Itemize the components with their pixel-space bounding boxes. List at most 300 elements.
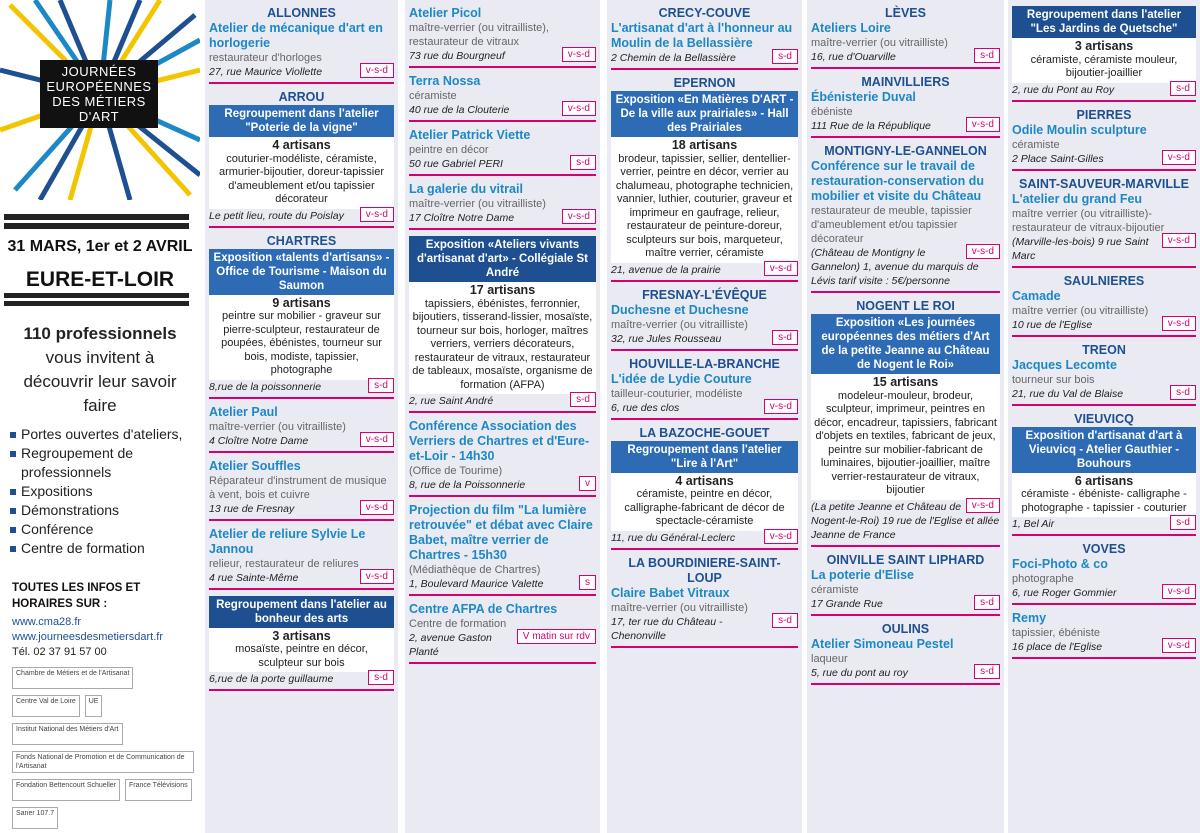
- address-row: [1012, 387, 1196, 401]
- partner-logo: UE: [85, 695, 103, 717]
- address-row: [1012, 517, 1196, 531]
- address: 6, rue Roger Gommier: [1012, 587, 1117, 599]
- trade-description: restaurateur d'horloges: [209, 52, 322, 64]
- address-row: [811, 50, 1000, 64]
- address-row: [209, 571, 394, 585]
- group-body: [209, 628, 394, 673]
- intro-count: 110 professionnels: [23, 324, 177, 343]
- listing-entry: [611, 556, 798, 648]
- listing-entry: [1012, 274, 1196, 337]
- group-header: Regroupement dans l'atelier "Poterie de la vigne": [209, 105, 394, 137]
- artisan-trades: couturier-modéliste, céramiste, armurier-bijoutier, doreur-tapissier d'ameublement et/ou tapissier décorateur: [218, 152, 385, 205]
- address-row: [209, 502, 394, 516]
- artisan-count: 4 artisans: [675, 473, 734, 488]
- trade-description: Centre de formation: [409, 618, 507, 630]
- address: 10 rue de l'Eglise: [1012, 318, 1093, 331]
- feature-item: Regroupement de professionnels: [10, 444, 200, 482]
- address: 50 rue Gabriel PERI: [409, 158, 503, 170]
- address: 4 rue Sainte-Même: [209, 571, 299, 584]
- partner-logo: Saner 107.7: [12, 807, 58, 829]
- listing-entry: [409, 74, 596, 122]
- trade-description: Réparateur d'instrument de musique à vent, bois et cuivre: [209, 474, 387, 501]
- schedule-badge: V matin sur rdv: [517, 629, 596, 644]
- schedule-badge: v-s-d: [764, 529, 798, 544]
- address-row: [409, 103, 596, 117]
- group-header: Regroupement dans l'atelier "Lire à l'Art": [611, 441, 798, 473]
- schedule-badge: v-s-d: [764, 399, 798, 414]
- divider: [1012, 100, 1196, 102]
- schedule-badge: v-s-d: [360, 63, 394, 78]
- divider: [209, 451, 394, 453]
- divider: [1012, 404, 1196, 406]
- divider: [1012, 266, 1196, 268]
- column-3: [607, 0, 802, 833]
- town-heading: SAINT-SAUVEUR-MARVILLE: [1019, 176, 1189, 191]
- address: 32, rue Jules Rousseau: [611, 332, 722, 345]
- address-row: [209, 65, 394, 79]
- atelier-title: Remy: [1012, 611, 1047, 625]
- town-heading: NOGENT LE ROI: [856, 299, 955, 313]
- address-row: [409, 49, 596, 63]
- town-heading: PIERRES: [1076, 107, 1132, 122]
- address-row: [409, 478, 596, 492]
- address: 16 place de l'Eglise: [1012, 641, 1103, 653]
- atelier-title: Jacques Lecomte: [1012, 357, 1117, 372]
- trade-description: maître-verrier (ou vitrailliste): [409, 198, 546, 210]
- listing-entry: [409, 128, 596, 176]
- address-row: [611, 615, 798, 643]
- artisan-count: 4 artisans: [272, 138, 331, 152]
- listing-entry: [409, 6, 596, 68]
- trade-description: tailleur-couturier, modéliste: [611, 387, 743, 400]
- schedule-badge: s-d: [772, 330, 798, 345]
- divider: [409, 411, 596, 413]
- feature-item: Portes ouvertes d'ateliers,: [10, 425, 200, 444]
- address: 2, rue Saint André: [409, 395, 494, 407]
- town-heading: OULINS: [881, 621, 930, 636]
- group-body: [1012, 473, 1196, 518]
- divider: [209, 397, 394, 399]
- column-1: [205, 0, 398, 833]
- listing-entry: [1012, 6, 1196, 102]
- address-row: [409, 211, 596, 225]
- artisan-count: 3 artisans: [272, 628, 331, 643]
- address-row: [409, 631, 596, 659]
- town-heading: LA BAZOCHE-GOUET: [639, 425, 770, 440]
- trade-description: maître verrier (ou vitrailliste)-restaurateur de vitraux-bijoutier: [1012, 207, 1165, 234]
- atelier-title: Centre AFPA de Chartres: [409, 602, 558, 616]
- divider: [209, 82, 394, 84]
- divider: [811, 67, 1000, 69]
- group-body: [209, 295, 394, 380]
- listing-entry: [209, 596, 394, 692]
- artisan-count: 15 artisans: [872, 375, 939, 389]
- atelier-title: Atelier de mécanique d'art en horlogerie: [209, 21, 383, 50]
- atelier-title: Projection du film "La lumière retrouvée" et débat avec Claire Babet, maître verrier de Chartres - 15h30: [409, 503, 593, 562]
- divider: [209, 519, 394, 521]
- town-heading: VIEUVICQ: [1074, 411, 1134, 426]
- atelier-title: La poterie d'Elise: [811, 567, 915, 582]
- schedule-badge: s-d: [772, 613, 798, 628]
- trade-description: tourneur sur bois: [1012, 373, 1095, 386]
- address-row: [611, 51, 798, 65]
- divider: [811, 545, 1000, 547]
- address-row: [611, 332, 798, 346]
- trade-description: ébéniste: [811, 106, 853, 118]
- address-row: [409, 157, 596, 171]
- feature-list: [10, 425, 200, 558]
- address-row: [811, 246, 1000, 288]
- town-heading: SAULNIERES: [1063, 273, 1145, 288]
- listing-entry: [209, 6, 394, 84]
- divider: [811, 291, 1000, 293]
- schedule-badge: s-d: [570, 155, 596, 170]
- divider: [1012, 169, 1196, 171]
- address: 2 Place Saint-Gilles: [1012, 152, 1104, 165]
- listing-entry: [611, 76, 798, 282]
- divider: [4, 293, 189, 309]
- schedule-badge: s: [579, 575, 596, 590]
- group-body: [409, 282, 596, 394]
- trade-description: laqueur: [811, 652, 848, 665]
- artisan-trades: modeleur-mouleur, brodeur, sculpteur, imprimeur, peintres en décor, encadreur, tapissiers, fabricant d'objets en textiles, fabricant de jeux, peintre sur mobilier-fabricant de luminaires, bijoutier-joaillier, maître verrier-restaurateur de vitraux, bijoutier: [814, 389, 997, 496]
- trade-description: céramiste: [409, 90, 457, 102]
- schedule-badge: v-s-d: [562, 101, 596, 116]
- partner-logos: [12, 664, 197, 832]
- atelier-title: Duchesne et Duchesne: [611, 302, 749, 317]
- divider: [209, 689, 394, 691]
- listing-entry: [1012, 412, 1196, 537]
- department-name: EURE-ET-LOIR: [25, 268, 175, 291]
- address: 16, rue d'Ouarville: [811, 51, 896, 63]
- schedule-badge: v-s-d: [562, 47, 596, 62]
- town-heading: MAINVILLIERS: [861, 75, 950, 89]
- divider: [4, 214, 189, 232]
- address: 6, rue des clos: [611, 401, 680, 414]
- group-header: Exposition «En Matières D'ART - De la ville aux prairiales» - Hall des Prairiales: [611, 91, 798, 137]
- address-row: [209, 672, 394, 686]
- schedule-badge: s-d: [974, 48, 1000, 63]
- atelier-title: Camade: [1012, 288, 1061, 303]
- address: 21, rue du Val de Blaise: [1012, 387, 1124, 400]
- atelier-title: Odile Moulin sculpture: [1012, 122, 1147, 137]
- trade-description: maître-verrier (ou vitrailliste): [209, 420, 346, 433]
- schedule-badge: s-d: [1170, 385, 1196, 400]
- divider: [811, 683, 1000, 685]
- address: 4 Cloître Notre Dame: [209, 434, 309, 447]
- address: 6,rue de la porte guillaume: [209, 673, 334, 685]
- divider: [409, 228, 596, 230]
- address-row: [1012, 152, 1196, 166]
- trade-description: céramiste: [811, 583, 859, 596]
- event-logo: [0, 0, 200, 200]
- trade-description: photographe: [1012, 573, 1074, 585]
- divider: [811, 614, 1000, 616]
- schedule-badge: v-s-d: [1162, 233, 1196, 248]
- town-heading: FRESNAY-L'ÉVÊQUE: [642, 287, 767, 302]
- listing-entry: [409, 182, 596, 230]
- listing-entry: [409, 236, 596, 413]
- schedule-badge: v-s-d: [360, 500, 394, 515]
- address: 21, avenue de la prairie: [611, 263, 721, 276]
- schedule-badge: v-s-d: [966, 244, 1000, 259]
- address: 11, rue du Général-Leclerc: [611, 531, 736, 544]
- divider: [1012, 335, 1196, 337]
- group-body: [611, 137, 798, 263]
- trade-description: maître-verrier (ou vitrailliste): [811, 37, 948, 49]
- schedule-badge: s-d: [974, 664, 1000, 679]
- column-5: [1008, 0, 1200, 833]
- atelier-title: Ateliers Loire: [811, 21, 891, 35]
- atelier-title: La galerie du vitrail: [409, 182, 523, 196]
- schedule-badge: s-d: [1170, 515, 1196, 530]
- group-body: [209, 137, 394, 209]
- town-heading: LÈVES: [885, 6, 926, 20]
- logo-title: JOURNÉES EUROPÉENNES DES MÉTIERS D'ART: [40, 60, 158, 128]
- group-header: Exposition «Les journées européennes des métiers d'Art de la petite Jeanne au Château de Nogent le Roi»: [811, 314, 1000, 374]
- address: (La petite Jeanne et Château de Nogent-le-Roi) 19 rue de l'Eglise et allée Jeanne de France: [811, 500, 1000, 541]
- trade-description: céramiste: [1012, 138, 1060, 151]
- address-row: [409, 394, 596, 408]
- artisan-trades: céramiste, peintre en décor, calligraphe-fabricant de décor de spectacle-céramiste: [624, 488, 785, 527]
- address: 1, Bel Air: [1012, 518, 1055, 530]
- artisan-trades: céramiste, céramiste mouleur, bijoutier-joaillier: [1030, 53, 1178, 79]
- town-heading: LA BOURDINIERE-SAINT-LOUP: [628, 555, 781, 585]
- listing-entry: [409, 503, 596, 596]
- address-row: [811, 500, 1000, 542]
- address: 27, rue Maurice Viollette: [209, 66, 323, 78]
- address: 2 Chemin de la Bellassière: [611, 52, 736, 64]
- town-heading: HOUVILLE-LA-BRANCHE: [629, 356, 780, 371]
- listing-entry: [811, 299, 1000, 547]
- town-heading: TREON: [1082, 342, 1126, 357]
- town-heading: OINVILLE SAINT LIPHARD: [826, 552, 985, 567]
- schedule-badge: s-d: [772, 49, 798, 64]
- divider: [209, 588, 394, 590]
- atelier-title: Foci-Photo & co: [1012, 557, 1108, 571]
- schedule-badge: v-s-d: [1162, 638, 1196, 653]
- town-heading: ARROU: [278, 90, 325, 104]
- group-header: Regroupement dans l'atelier "Les Jardins de Quetsche": [1012, 6, 1196, 38]
- address: Le petit lieu, route du Poislay: [209, 209, 344, 222]
- trade-description: (Office de Tourime): [409, 465, 503, 477]
- address: (Marville-les-bois) 9 rue Saint Marc: [1012, 235, 1149, 262]
- artisan-count: 3 artisans: [1074, 39, 1134, 53]
- trade-description: peintre en décor: [409, 144, 489, 156]
- listing-entry: [209, 459, 394, 521]
- intro-text: [10, 322, 190, 418]
- infos-heading: TOUTES LES INFOS ET HORAIRES SUR :: [12, 582, 141, 610]
- atelier-title: Atelier Paul: [209, 404, 278, 419]
- divider: [811, 136, 1000, 138]
- address-row: [611, 263, 798, 277]
- divider: [409, 662, 596, 664]
- group-header: Regroupement dans l'atelier au bonheur des arts: [209, 596, 394, 628]
- divider: [409, 174, 596, 176]
- schedule-badge: v: [579, 476, 596, 491]
- divider: [409, 594, 596, 596]
- artisan-trades: peintre sur mobilier - graveur sur pierre-sculpteur, restaurateur de poupées, ébénistes, tourneur sur bois, modiste, tapissier, photographe: [221, 310, 382, 376]
- address-row: [811, 119, 1000, 133]
- address: 111 Rue de la République: [811, 120, 931, 132]
- atelier-title: Ébénisterie Duval: [811, 90, 916, 104]
- artisan-count: 9 artisans: [272, 295, 331, 310]
- address-row: [409, 577, 596, 591]
- listing-entry: [409, 419, 596, 497]
- address-row: [1012, 586, 1196, 600]
- feature-item: Conférence: [10, 520, 200, 539]
- trade-description: tapissier, ébéniste: [1012, 627, 1101, 639]
- artisan-trades: tapissiers, ébénistes, ferronnier, bijoutiers, tisserand-lissier, mosaïste, tourneur sur bois, horloger, maîtres verriers, verriers décorateurs, restaurateur de vitraux, restaurateur de tableaux, mosaïste, organisme de formation (AFPA): [412, 297, 593, 391]
- schedule-badge: v-s-d: [1162, 584, 1196, 599]
- listing-entry: [1012, 542, 1196, 605]
- address-row: [1012, 640, 1196, 654]
- address: 40 rue de la Clouterie: [409, 104, 510, 116]
- left-panel: [0, 0, 200, 833]
- address-row: [611, 401, 798, 415]
- listing-entry: [209, 527, 394, 590]
- website-link-jema[interactable]: www.journeesdesmetiersdart.fr: [12, 631, 164, 643]
- schedule-badge: s-d: [974, 595, 1000, 610]
- listing-entry: [209, 405, 394, 453]
- divider: [209, 226, 394, 228]
- listing-entry: [811, 553, 1000, 616]
- partner-logo: France Télévisions: [125, 779, 192, 801]
- event-dates: 31 MARS, 1er et 2 AVRIL: [7, 238, 193, 255]
- schedule-badge: v-s-d: [360, 432, 394, 447]
- trade-description: maître-verrier (ou vitrailliste): [611, 601, 748, 614]
- divider: [611, 349, 798, 351]
- address: 17, ter rue du Château - Chenonville: [611, 615, 723, 642]
- feature-item: Centre de formation: [10, 539, 200, 558]
- partner-logo: Institut National des Métiers d'Art: [12, 723, 123, 745]
- schedule-badge: v-s-d: [966, 498, 1000, 513]
- trade-description: restaurateur de meuble, tapissier d'ameublement et/ou tapissier décorateur: [811, 205, 972, 245]
- schedule-badge: v-s-d: [360, 569, 394, 584]
- town-heading: VOVES: [1082, 542, 1126, 556]
- atelier-title: Atelier Picol: [409, 6, 482, 20]
- listing-entry: [409, 602, 596, 664]
- schedule-badge: v-s-d: [562, 209, 596, 224]
- listing-entry: [811, 6, 1000, 69]
- address-row: [811, 597, 1000, 611]
- address-row: [1012, 83, 1196, 97]
- divider: [1012, 657, 1196, 659]
- atelier-title: Atelier Simoneau Pestel: [811, 636, 954, 651]
- divider: [611, 68, 798, 70]
- group-body: [611, 473, 798, 531]
- listing-entry: [611, 357, 798, 420]
- listing-entry: [1012, 177, 1196, 268]
- atelier-title: Claire Babet Vitraux: [611, 585, 730, 600]
- address-row: [611, 531, 798, 545]
- address-row: [811, 666, 1000, 680]
- listing-entry: [611, 426, 798, 550]
- atelier-title: L'idée de Lydie Couture: [611, 371, 752, 386]
- address: 5, rue du pont au roy: [811, 666, 908, 679]
- listing-entry: [1012, 611, 1196, 659]
- address: 2, avenue Gaston Planté: [409, 632, 492, 658]
- atelier-title: Atelier Patrick Viette: [409, 128, 531, 142]
- address: 73 rue du Bourgneuf: [409, 50, 505, 62]
- address-row: [1012, 318, 1196, 332]
- column-2: [405, 0, 600, 833]
- partner-logo: Centre Val de Loire: [12, 695, 80, 717]
- town-heading: ALLONNES: [267, 6, 336, 20]
- artisan-count: 6 artisans: [1074, 473, 1134, 488]
- listing-entry: [611, 288, 798, 351]
- schedule-badge: v-s-d: [764, 261, 798, 276]
- address-row: [1012, 235, 1196, 263]
- trade-description: maître verrier (ou vitrailliste): [1012, 304, 1149, 317]
- phone-number: Tél. 02 37 91 57 00: [12, 646, 107, 658]
- atelier-title: Conférence Association des Verriers de Chartres et d'Eure-et-Loir - 14h30: [409, 419, 590, 463]
- address: 17 Cloître Notre Dame: [409, 212, 515, 224]
- divider: [1012, 603, 1196, 605]
- address-row: [209, 209, 394, 223]
- schedule-badge: v-s-d: [1162, 316, 1196, 331]
- town-heading: CHARTRES: [266, 233, 337, 248]
- address-row: [209, 434, 394, 448]
- partner-logo: Fonds National de Promotion et de Communication de l'Artisanat: [12, 751, 194, 773]
- listing-entry: [611, 6, 798, 70]
- listing-entry: [1012, 108, 1196, 171]
- divider: [409, 66, 596, 68]
- listing-entry: [209, 234, 394, 399]
- artisan-trades: brodeur, tapissier, sellier, dentellier-verrier, peintre en décor, verrier au chalumeau, photographe technicien, vannier, luthier, couturier, graveur et imprimeur en gaufrage, relieur, restaurateur de peinture-doreur, sculpteurs sur bois, marqueteur, maître verrier, céramiste: [615, 152, 794, 259]
- artisan-trades: mosaïste, peintre en décor, sculpteur sur bois: [235, 643, 368, 669]
- schedule-badge: s-d: [570, 392, 596, 407]
- town-heading: MONTIGNY-LE-GANNELON: [824, 144, 987, 158]
- listing-entry: [811, 144, 1000, 293]
- schedule-badge: v-s-d: [1162, 150, 1196, 165]
- intro-body: vous invitent à découvrir leur savoir faire: [23, 348, 177, 415]
- listing-entry: [1012, 343, 1196, 406]
- divider: [611, 548, 798, 550]
- schedule-badge: s-d: [368, 378, 394, 393]
- atelier-title: Conférence sur le travail de restauration-conservation du mobilier et visite du Château: [811, 159, 984, 203]
- listing-entry: [811, 75, 1000, 138]
- trade-description: (Médiathèque de Chartres): [409, 564, 541, 576]
- town-heading: EPERNON: [673, 76, 736, 90]
- schedule-badge: v-s-d: [966, 117, 1000, 132]
- trade-description: maître-verrier (ou vitrailliste), restaurateur de vitraux: [409, 22, 549, 48]
- address: 1, Boulevard Maurice Valette: [409, 578, 544, 590]
- atelier-title: Terra Nossa: [409, 74, 481, 88]
- divider: [409, 495, 596, 497]
- artisan-trades: céramiste - ébéniste- calligraphe - photographe - tapissier - couturier: [1021, 488, 1187, 514]
- divider: [1012, 534, 1196, 536]
- group-body: [811, 374, 1000, 500]
- feature-item: Démonstrations: [10, 501, 200, 520]
- address: 2, rue du Pont au Roy: [1012, 83, 1115, 96]
- trade-description: maître-verrier (ou vitrailliste): [611, 318, 748, 331]
- address: (Château de Montigny le Gannelon) 1, avenue du marquis de Lévis tarif visite : 5€/personne: [811, 247, 979, 287]
- partner-logo: Fondation Bettencourt Schueller: [12, 779, 120, 801]
- website-link-cma[interactable]: www.cma28.fr: [12, 616, 82, 628]
- atelier-title: L'artisanat d'art à l'honneur au Moulin de la Bellassière: [611, 21, 793, 50]
- address: 13 rue de Fresnay: [209, 502, 295, 515]
- feature-item: Expositions: [10, 482, 200, 501]
- column-4: [807, 0, 1004, 833]
- address: 8, rue de la Poissonnerie: [409, 479, 526, 491]
- group-header: Exposition d'artisanat d'art à Vieuvicq - Atelier Gauthier - Bouhours: [1012, 427, 1196, 473]
- group-body: [1012, 38, 1196, 83]
- trade-description: relieur, restaurateur de reliures: [209, 557, 359, 570]
- divider: [409, 120, 596, 122]
- divider: [611, 646, 798, 648]
- schedule-badge: s-d: [368, 670, 394, 685]
